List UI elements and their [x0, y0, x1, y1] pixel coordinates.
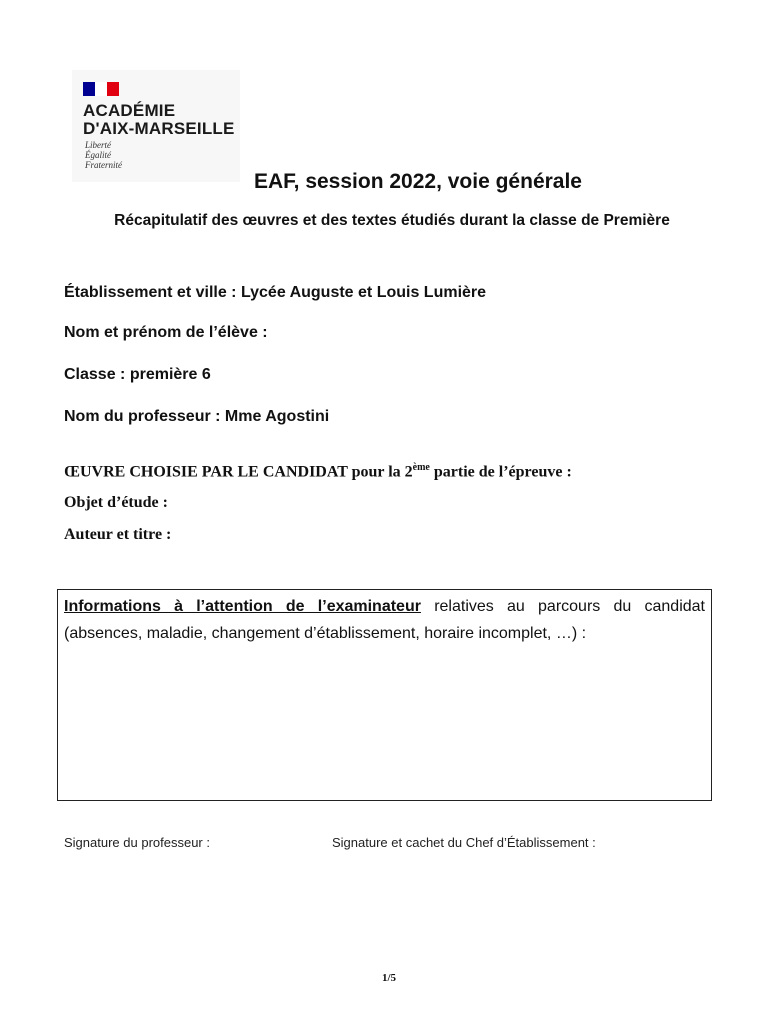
logo-line-academie: ACADÉMIE: [83, 101, 176, 120]
page-title: EAF, session 2022, voie générale: [253, 170, 582, 193]
motto-egalite: Égalité: [85, 150, 111, 160]
logo-line-aix-marseille: D'AIX-MARSEILLE: [83, 119, 235, 138]
page-subtitle: Récapitulatif des œuvres et des textes étudiés durant la classe de Première: [114, 212, 670, 229]
oeuvre-heading-text: ŒUVRE CHOISIE PAR LE CANDIDAT pour la 2: [64, 463, 413, 481]
field-nom-eleve: Nom et prénom de l’élève :: [64, 324, 268, 341]
republic-flag-icon: [83, 82, 119, 96]
oeuvre-choisie-heading: [64, 462, 572, 481]
motto-fraternite: Fraternité: [85, 160, 122, 170]
signature-chef-label: Signature et cachet du Chef d’Établissement :: [332, 835, 596, 850]
oeuvre-heading-text-end: partie de l’épreuve :: [429, 463, 572, 481]
info-box-lead: Informations à l’attention de l’examinateur: [64, 598, 421, 615]
motto-liberte: Liberté: [85, 140, 111, 150]
auteur-titre-label: Auteur et titre :: [64, 526, 172, 543]
field-professeur: Nom du professeur : Mme Agostini: [64, 408, 330, 425]
academie-logo: [72, 70, 240, 182]
page-number: 1/5: [381, 972, 397, 984]
info-box-text: relatives au parcours du candidat (absences, maladie, changement d’établissement, horaire incomplet, …) :: [64, 598, 706, 642]
objet-etude-label: Objet d’étude :: [64, 494, 168, 511]
oeuvre-heading-sup: ème: [412, 462, 430, 473]
examiner-info-box: [57, 589, 712, 801]
field-classe: Classe : première 6: [64, 366, 211, 383]
signature-professeur-label: Signature du professeur :: [64, 835, 210, 850]
field-etablissement: Établissement et ville : Lycée Auguste et Louis Lumière: [64, 284, 487, 301]
